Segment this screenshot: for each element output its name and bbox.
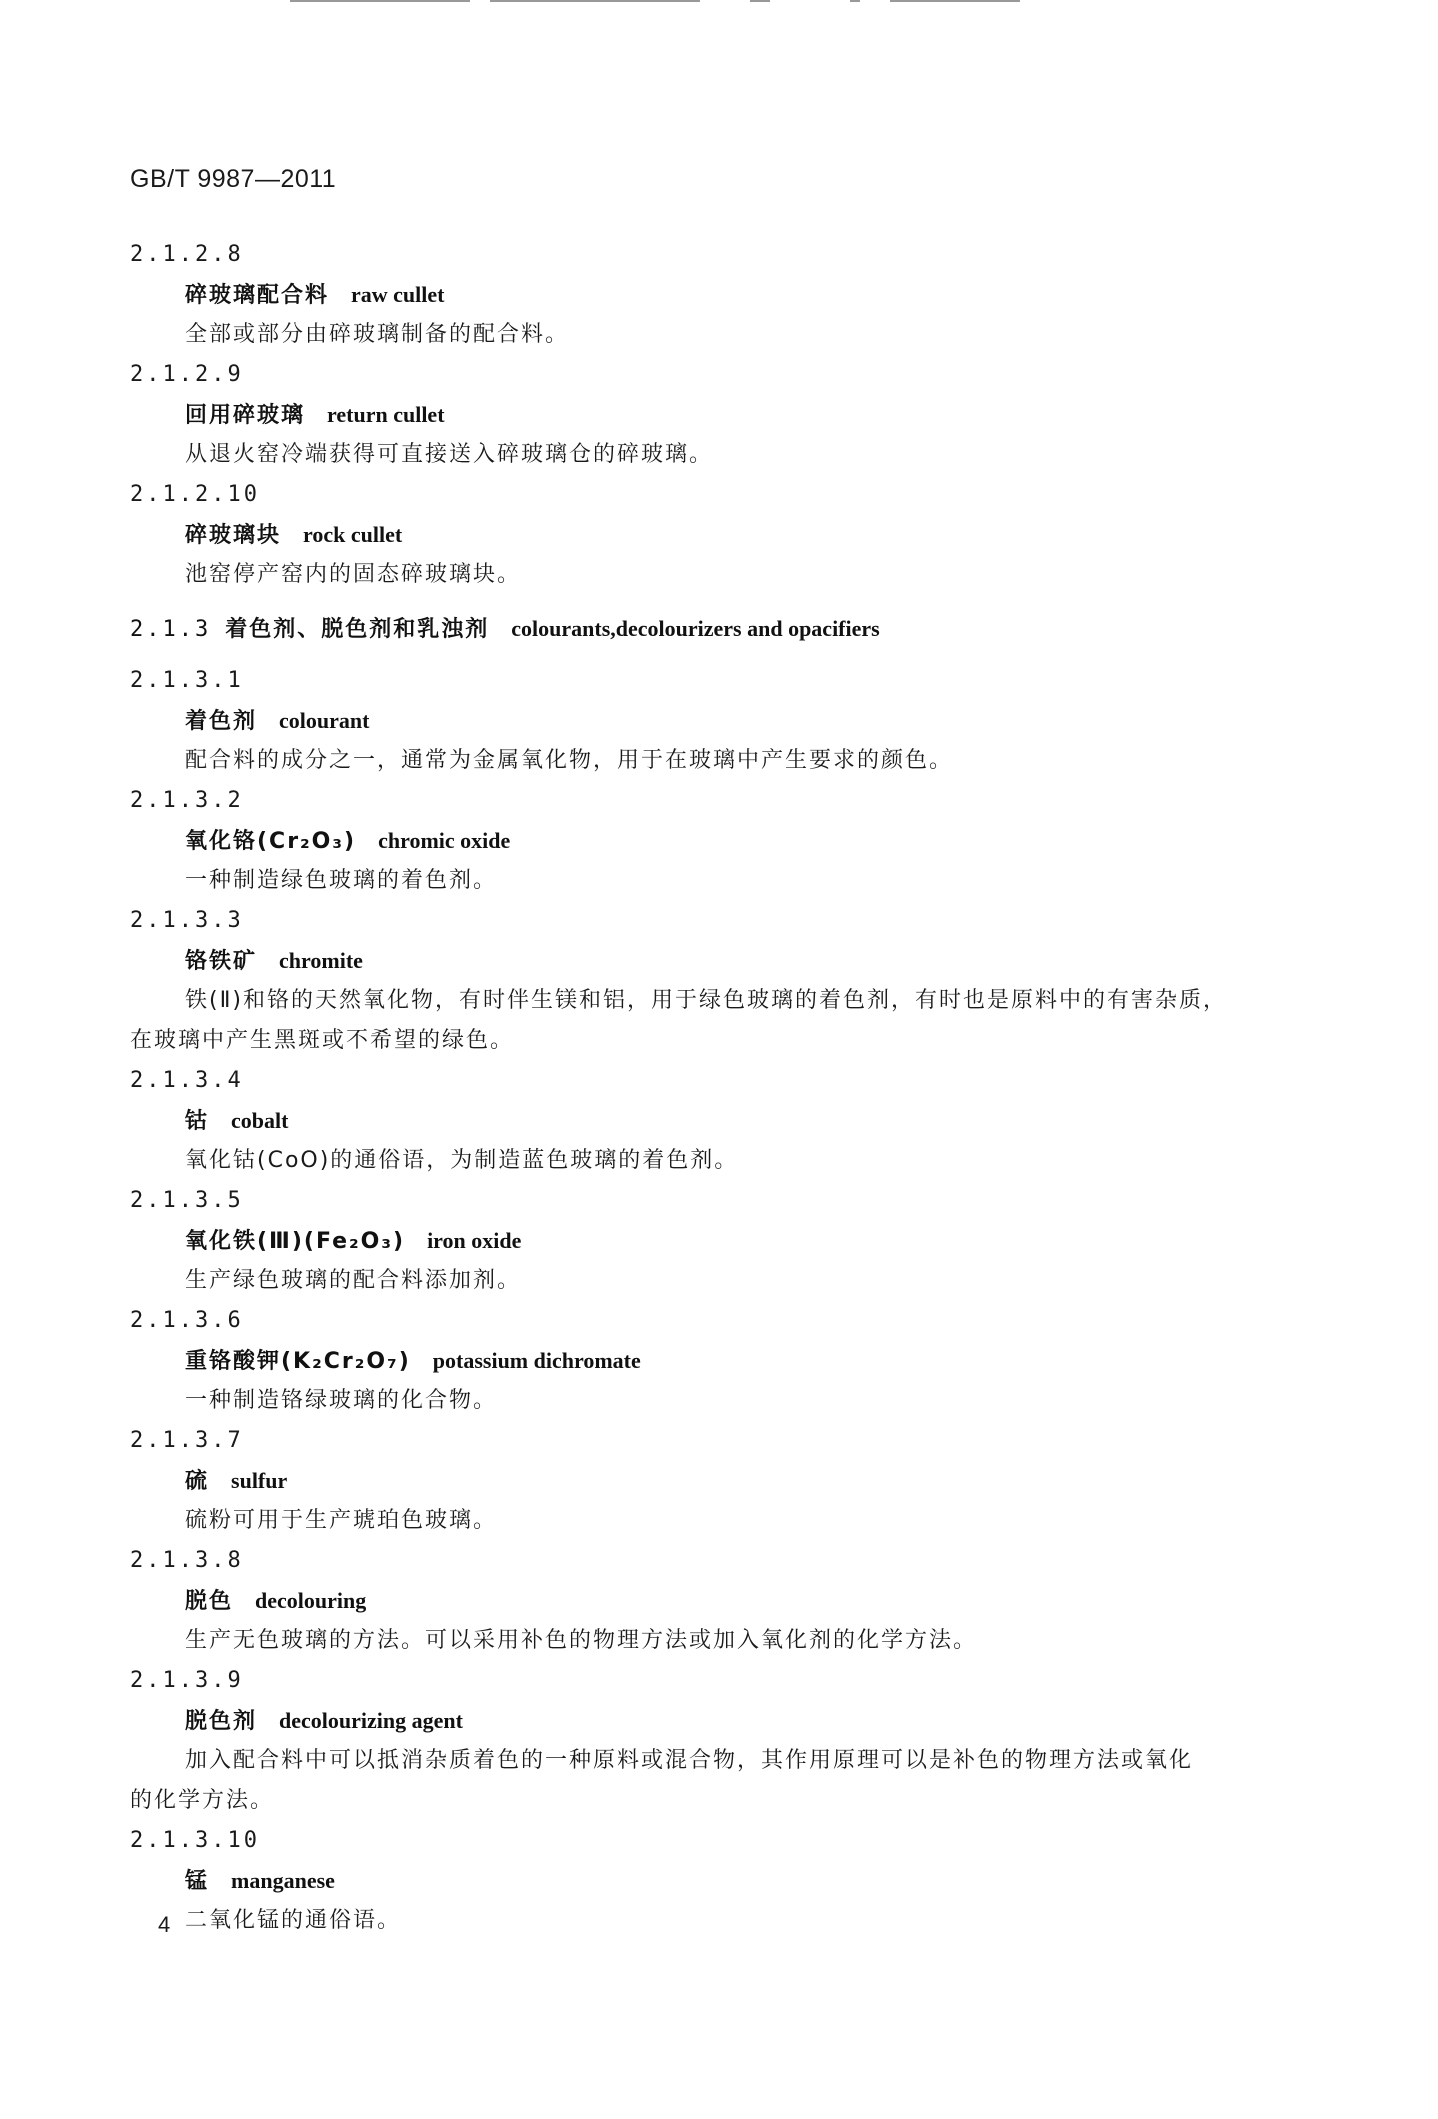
term-definition: 配合料的成分之一，通常为金属氧化物，用于在玻璃中产生要求的颜色。	[185, 748, 954, 773]
term-entry	[130, 661, 1310, 781]
term-heading	[185, 1341, 1310, 1381]
term-entry	[130, 901, 1310, 1061]
term-heading	[185, 821, 1310, 861]
term-heading	[185, 1701, 1310, 1741]
term-entry	[130, 1541, 1310, 1661]
term-en: iron oxide	[427, 1228, 522, 1253]
term-en: chromic oxide	[378, 828, 511, 853]
term-en: decolourizing agent	[279, 1708, 463, 1733]
term-zh: 重铬酸钾(K₂Cr₂O₇)	[185, 1349, 411, 1374]
section-number: 2.1.3	[130, 617, 212, 642]
term-entry	[130, 235, 1310, 355]
term-definition: 生产无色玻璃的方法。可以采用补色的物理方法或加入氧化剂的化学方法。	[185, 1628, 978, 1653]
term-definition: 一种制造绿色玻璃的着色剂。	[185, 868, 498, 893]
term-definition-continued: 在玻璃中产生黑斑或不希望的绿色。	[130, 1028, 515, 1053]
term-definition: 氧化钴(CoO)的通俗语，为制造蓝色玻璃的着色剂。	[185, 1148, 739, 1173]
term-definition: 池窑停产窑内的固态碎玻璃块。	[185, 562, 522, 587]
term-zh: 碎玻璃块	[185, 523, 282, 548]
term-definition-continued: 的化学方法。	[130, 1788, 275, 1813]
term-zh: 氧化铁(Ⅲ)(Fe₂O₃)	[185, 1229, 406, 1254]
term-heading	[185, 275, 1310, 315]
term-zh: 锰	[185, 1869, 210, 1894]
term-number: 2.1.3.9	[130, 1668, 244, 1693]
term-number: 2.1.3.4	[130, 1068, 244, 1093]
term-entry	[130, 1181, 1310, 1301]
term-en: raw cullet	[351, 282, 445, 307]
term-definition: 全部或部分由碎玻璃制备的配合料。	[185, 322, 570, 347]
term-definition: 铁(Ⅱ)和铬的天然氧化物，有时伴生镁和铝，用于绿色玻璃的着色剂，有时也是原料中的有害杂质，	[185, 988, 1227, 1013]
document-header: GB/T 9987—2011	[130, 165, 337, 193]
term-number: 2.1.3.10	[130, 1828, 260, 1853]
term-zh: 碎玻璃配合料	[185, 283, 330, 308]
term-zh: 氧化铬(Cr₂O₃)	[185, 829, 357, 854]
term-definition: 从退火窑冷端获得可直接送入碎玻璃仓的碎玻璃。	[185, 442, 714, 467]
term-heading	[185, 1101, 1310, 1141]
term-definition: 二氧化锰的通俗语。	[185, 1908, 402, 1933]
term-zh: 硫	[185, 1469, 210, 1494]
term-number: 2.1.3.5	[130, 1188, 244, 1213]
term-number: 2.1.3.6	[130, 1308, 244, 1333]
term-en: colourant	[279, 708, 370, 733]
term-heading	[185, 395, 1310, 435]
term-number: 2.1.3.8	[130, 1548, 244, 1573]
term-entry	[130, 781, 1310, 901]
term-en: sulfur	[231, 1468, 288, 1493]
term-en: chromite	[279, 948, 363, 973]
term-definition: 硫粉可用于生产琥珀色玻璃。	[185, 1508, 498, 1533]
term-en: manganese	[231, 1868, 335, 1893]
term-heading	[185, 1221, 1310, 1261]
section-title-zh: 着色剂、脱色剂和乳浊剂	[225, 617, 490, 642]
term-en: return cullet	[327, 402, 445, 427]
term-entry	[130, 1421, 1310, 1541]
term-zh: 脱色剂	[185, 1709, 258, 1734]
section-title-en: colourants,decolourizers and opacifiers	[511, 616, 880, 641]
document-content	[130, 235, 1310, 1941]
term-zh: 着色剂	[185, 709, 258, 734]
term-number: 2.1.3.7	[130, 1428, 244, 1453]
term-heading	[185, 1861, 1310, 1901]
term-en: cobalt	[231, 1108, 289, 1133]
term-definition: 生产绿色玻璃的配合料添加剂。	[185, 1268, 522, 1293]
section-heading	[130, 609, 1310, 649]
term-number: 2.1.3.1	[130, 668, 244, 693]
page-number: 4	[158, 1912, 171, 1937]
term-heading	[185, 1581, 1310, 1621]
term-heading	[185, 701, 1310, 741]
term-heading	[185, 941, 1310, 981]
term-heading	[185, 515, 1310, 555]
term-en: rock cullet	[303, 522, 403, 547]
term-zh: 脱色	[185, 1589, 234, 1614]
term-number: 2.1.3.3	[130, 908, 244, 933]
term-entry	[130, 1061, 1310, 1181]
term-zh: 钴	[185, 1109, 210, 1134]
term-heading	[185, 1461, 1310, 1501]
term-zh: 铬铁矿	[185, 949, 258, 974]
term-number: 2.1.2.10	[130, 482, 260, 507]
term-entry	[130, 475, 1310, 595]
term-entry	[130, 1301, 1310, 1421]
term-number: 2.1.3.2	[130, 788, 244, 813]
term-number: 2.1.2.9	[130, 362, 244, 387]
scan-marks	[290, 0, 1030, 4]
term-en: potassium dichromate	[432, 1348, 641, 1373]
term-entry	[130, 1821, 1310, 1941]
term-entry	[130, 355, 1310, 475]
term-definition: 一种制造铬绿玻璃的化合物。	[185, 1388, 498, 1413]
term-number: 2.1.2.8	[130, 242, 244, 267]
term-en: decolouring	[255, 1588, 367, 1613]
term-definition: 加入配合料中可以抵消杂质着色的一种原料或混合物，其作用原理可以是补色的物理方法或氧化	[185, 1748, 1194, 1773]
term-entry	[130, 1661, 1310, 1821]
term-zh: 回用碎玻璃	[185, 403, 306, 428]
